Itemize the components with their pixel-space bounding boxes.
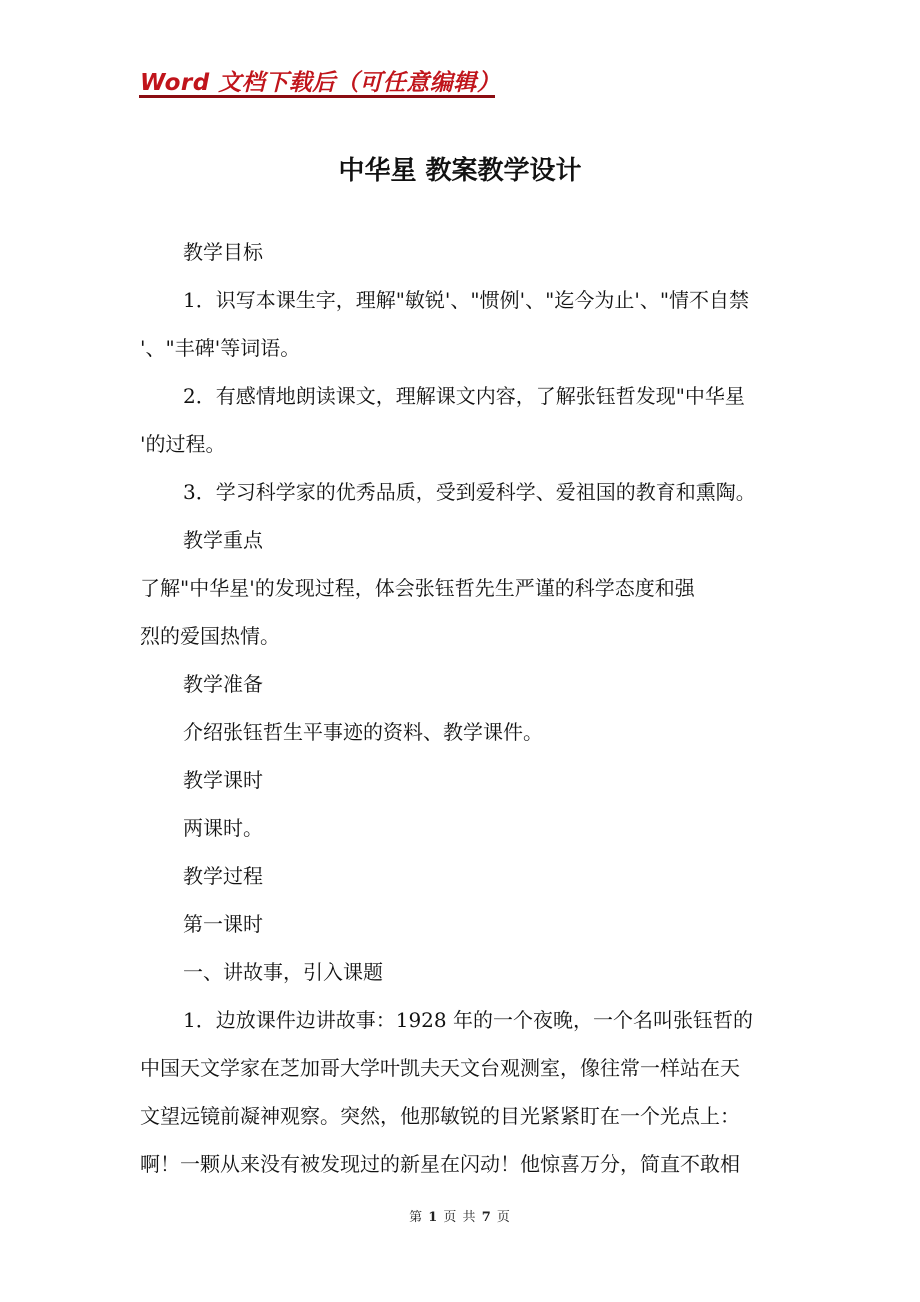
paragraph-line: 文望远镜前凝神观察。突然，他那敏锐的目光紧紧盯在一个光点上： bbox=[140, 1104, 740, 1128]
paragraph-line: 一、讲故事，引入课题 bbox=[183, 960, 383, 984]
paragraph-line: 1．边放课件边讲故事：1928 年的一个夜晚，一个名叫张钰哲的 bbox=[183, 1008, 753, 1032]
paragraph-line: 教学目标 bbox=[183, 240, 263, 264]
current-page-number: 1 bbox=[428, 1210, 439, 1225]
paragraph-line: 教学重点 bbox=[183, 528, 263, 552]
paragraph-line: 中国天文学家在芝加哥大学叶凯夫天文台观测室，像往常一样站在天 bbox=[140, 1056, 740, 1080]
paragraph-line: 教学课时 bbox=[183, 768, 263, 792]
footer-prefix: 第 bbox=[409, 1210, 424, 1225]
footer-suffix: 页 bbox=[496, 1210, 511, 1225]
paragraph-line: 两课时。 bbox=[183, 816, 263, 840]
paragraph-line: 介绍张钰哲生平事迹的资料、教学课件。 bbox=[183, 720, 543, 744]
document-body bbox=[140, 228, 790, 1188]
paragraph-line: 1．识写本课生字，理解"敏锐'、"惯例'、"迄今为止'、"情不自禁 bbox=[183, 288, 750, 312]
paragraph-line: 2．有感情地朗读课文，理解课文内容，了解张钰哲发现"中华星 bbox=[183, 384, 745, 408]
paragraph-line: '的过程。 bbox=[140, 432, 226, 456]
paragraph-line: 了解"中华星'的发现过程，体会张钰哲先生严谨的科学态度和强 bbox=[140, 576, 695, 600]
paragraph-line: 啊！一颗从来没有被发现过的新星在闪动！他惊喜万分，简直不敢相 bbox=[140, 1152, 740, 1176]
document-title: 中华星 教案教学设计 bbox=[338, 156, 582, 186]
paragraph-line: 教学过程 bbox=[183, 864, 263, 888]
download-header: Word 文档下载后（可任意编辑） bbox=[140, 70, 501, 96]
total-page-count: 7 bbox=[481, 1210, 492, 1225]
page-footer bbox=[0, 1206, 920, 1225]
footer-middle: 页 共 bbox=[443, 1210, 477, 1225]
paragraph-line: 烈的爱国热情。 bbox=[140, 624, 280, 648]
paragraph-line: '、"丰碑'等词语。 bbox=[140, 336, 301, 360]
paragraph-line: 3．学习科学家的优秀品质，受到爱科学、爱祖国的教育和熏陶。 bbox=[183, 480, 756, 504]
paragraph-line: 第一课时 bbox=[183, 912, 263, 936]
paragraph-line: 教学准备 bbox=[183, 672, 263, 696]
header-underline bbox=[139, 95, 495, 98]
